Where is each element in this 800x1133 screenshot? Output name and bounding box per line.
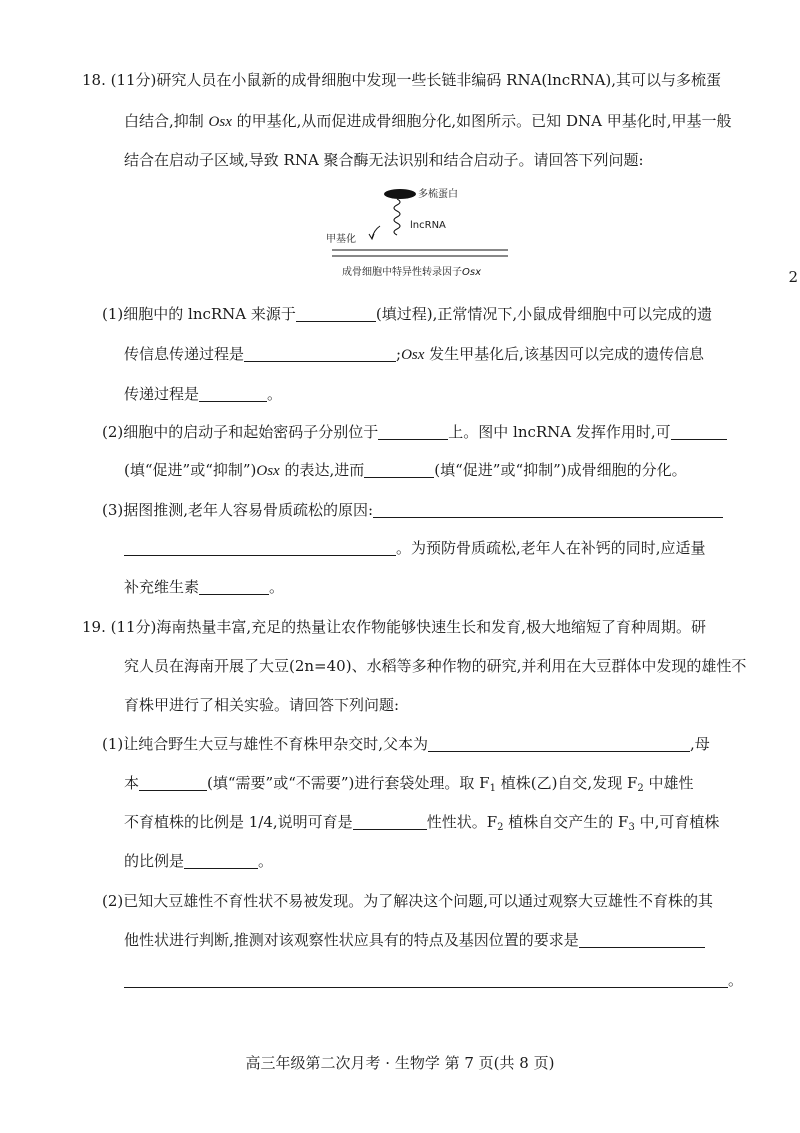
q18-p2-l1-b: 上。图中 lncRNA 发挥作用时,可	[448, 423, 671, 441]
margin-mark: 2	[788, 268, 798, 286]
q19-header	[82, 617, 706, 637]
q18-p3-line1	[102, 500, 723, 520]
diagram-caption	[342, 265, 481, 278]
q18-intro3: 结合在启动子区域,导致 RNA 聚合酶无法识别和结合启动子。请回答下列问题:	[124, 151, 644, 169]
q18-p1-l1-a: (1)细胞中的 lncRNA 来源于	[102, 305, 296, 323]
q19-p1-line1	[102, 734, 710, 754]
label-methylation: 甲基化	[326, 234, 356, 245]
q19-p1-l2-b: (填“需要”或“不需要”)进行套袋处理。取 F	[207, 774, 490, 792]
answer-blank-vitamin[interactable]	[199, 578, 269, 595]
subscript-2-a: 2	[637, 783, 644, 794]
q18-p1-l1-b: (填过程),正常情况下,小鼠成骨细胞中可以完成的遗	[375, 305, 713, 323]
label-lncrna: lncRNA	[410, 220, 446, 231]
q18-p2-line2	[124, 460, 687, 481]
q19-p1-l3-a: 不育植株的比例是 1/4,说明可育是	[124, 813, 353, 831]
answer-blank-promoter-location[interactable]	[378, 423, 448, 440]
q18-p1-l3-b: 。	[267, 385, 283, 403]
answer-blank-trait-requirement-2[interactable]	[124, 971, 728, 988]
q19-p2-line3	[124, 970, 743, 990]
subscript-2-b: 2	[497, 822, 504, 833]
q18-p3-l3-b: 。	[269, 578, 285, 596]
q19-p2-l1: (2)已知大豆雄性不育性状不易被发现。为了解决这个问题,可以通过观察大豆雄性不育株的其	[102, 892, 714, 910]
q19-p1-l3-d: 中,可育植株	[634, 813, 720, 831]
q19-p1-l4-b: 。	[258, 852, 274, 870]
answer-blank-trait-requirement-1[interactable]	[579, 931, 705, 948]
q18-p1-l3-a: 传递过程是	[124, 385, 200, 403]
answer-blank-bagging[interactable]	[139, 774, 207, 791]
q18-p3-l3-a: 补充维生素	[124, 578, 200, 596]
answer-blank-lncrna-source[interactable]	[296, 305, 376, 322]
q19-intro-line2	[124, 656, 746, 676]
osx-gene-3: Osx	[256, 463, 280, 479]
answer-blank-normal-info-flow[interactable]	[244, 345, 396, 362]
q19-p2-l3-end: 。	[728, 971, 744, 989]
answer-blank-male-parent[interactable]	[428, 735, 690, 752]
q19-p1-line3	[124, 812, 719, 838]
q18-p1-line1	[102, 304, 712, 324]
caption-text: 成骨细胞中特异性转录因子	[342, 267, 462, 278]
answer-blank-promote-inhibit-2[interactable]	[364, 461, 434, 478]
methyl-arrowhead	[369, 234, 374, 239]
q18-p3-l2: 。为预防骨质疏松,老年人在补钙的同时,应适量	[396, 539, 706, 557]
q19-p1-l3-c: 植株自交产生的 F	[503, 813, 629, 831]
q19-p1-l2-d: 中雄性	[643, 774, 694, 792]
q18-p3-line2	[124, 538, 706, 558]
lncrna-coil	[394, 199, 400, 235]
page-footer: 高三年级第二次月考 · 生物学 第 7 页(共 8 页)	[245, 1054, 555, 1072]
subscript-3: 3	[628, 822, 635, 833]
answer-blank-dominance[interactable]	[353, 813, 427, 830]
q18-intro-line3	[124, 150, 644, 170]
q19-p1-line2	[124, 773, 694, 799]
q18-p1-l2-b: ;	[396, 345, 402, 363]
q19-p2-line2	[124, 930, 705, 950]
q19-p1-line4	[124, 851, 273, 871]
answer-blank-promote-inhibit-1[interactable]	[671, 423, 727, 440]
q18-header-text: 18. (11分)研究人员在小鼠新的成骨细胞中发现一些长链非编码 RNA(lncRNA),其可以与多梳蛋	[82, 71, 722, 89]
label-polycomb-protein: 多梳蛋白	[418, 189, 458, 200]
answer-blank-methylated-info-flow[interactable]	[199, 385, 267, 402]
q18-p1-line2	[124, 344, 704, 365]
q18-p2-l1-a: (2)细胞中的启动子和起始密码子分别位于	[102, 423, 379, 441]
osx-gene-2: Osx	[401, 347, 425, 363]
answer-blank-osteoporosis-reason-1[interactable]	[373, 501, 723, 518]
q19-p1-l1-b: ,母	[690, 735, 710, 753]
q18-intro2-b: 的甲基化,从而促进成骨细胞分化,如图所示。已知 DNA 甲基化时,甲基一般	[231, 112, 732, 130]
q18-p2-l2-c: (填“促进”或“抑制”)成骨细胞的分化。	[434, 461, 687, 479]
osx-gene-1: Osx	[208, 114, 232, 130]
q19-p1-l2-c: 植株(乙)自交,发现 F	[495, 774, 638, 792]
q19-intro-line3	[124, 695, 399, 715]
q18-p2-l2-b: 的表达,进而	[279, 461, 365, 479]
q19-p1-l1-a: (1)让纯合野生大豆与雄性不育株甲杂交时,父本为	[102, 735, 429, 753]
q18-p3-line3	[124, 577, 284, 597]
q19-p2-l2: 他性状进行判断,推测对该观察性状应具有的特点及基因位置的要求是	[124, 931, 579, 949]
subscript-1-a: 1	[489, 783, 496, 794]
q19-p1-l4-a: 的比例是	[124, 852, 185, 870]
q18-p1-l2-a: 传信息传递过程是	[124, 345, 245, 363]
q19-intro2: 究人员在海南开展了大豆(2n=40)、水稻等多种作物的研究,并利用在大豆群体中发现的雄性不	[124, 657, 747, 675]
q18-p1-line3	[124, 384, 282, 404]
q19-p2-line1	[102, 891, 713, 911]
answer-blank-fertile-ratio[interactable]	[184, 852, 258, 869]
q19-p1-l2-a: 本	[124, 774, 140, 792]
polycomb-protein-shape	[384, 189, 416, 199]
caption-gene: Osx	[462, 267, 481, 278]
q18-p2-line1	[102, 422, 727, 442]
q18-p3-l1: (3)据图推测,老年人容易骨质疏松的原因:	[102, 501, 374, 519]
q19-intro3: 育株甲进行了相关实验。请回答下列问题:	[124, 696, 400, 714]
q18-intro2-a: 白结合,抑制	[124, 112, 209, 130]
lncrna-diagram	[320, 184, 520, 280]
q19-p1-l3-b: 性性状。F	[426, 813, 498, 831]
q18-header	[82, 70, 721, 90]
q18-p1-l2-c: 发生甲基化后,该基因可以完成的遗传信息	[424, 345, 704, 363]
answer-blank-osteoporosis-reason-2[interactable]	[124, 539, 396, 556]
q19-header-text: 19. (11分)海南热量丰富,充足的热量让农作物能够快速生长和发育,极大地缩短了育种周期。研	[82, 618, 706, 636]
q18-p2-l2-a: (填“促进”或“抑制”)	[124, 461, 257, 479]
q18-intro-line2	[124, 111, 731, 132]
